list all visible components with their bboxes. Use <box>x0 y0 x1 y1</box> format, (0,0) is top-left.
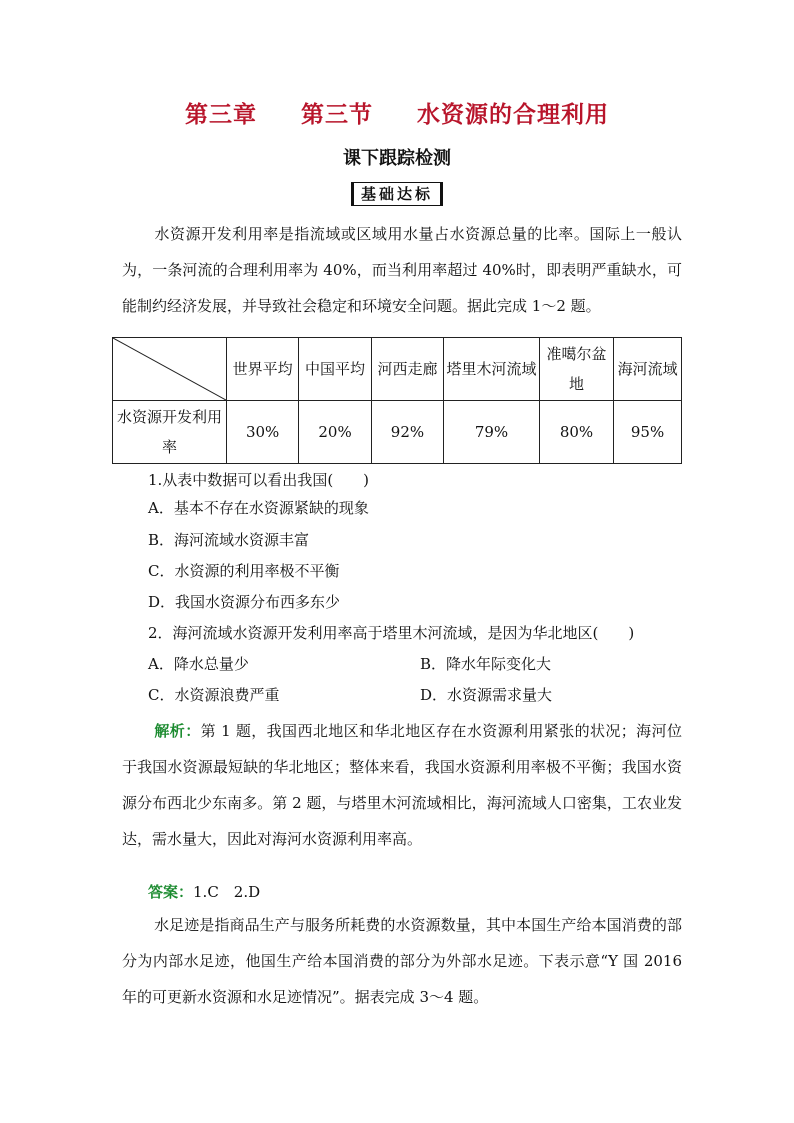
question-2-option-c: C．水资源浪费严重 <box>148 686 280 704</box>
table-header-cell: 塔里木河流域 <box>444 338 540 401</box>
table-header-cell: 准噶尔盆地 <box>539 338 613 401</box>
question-1-option-a: A．基本不存在水资源紧缺的现象 <box>148 499 369 517</box>
intro-1-text: 水资源开发利用率是指流域或区域用水量占水资源总量的比率。国际上一般认为，一条河流的合理利用率为 40%，而当利用率超过 40%时，即表明严重缺水，可能制约经济发展，并导致社会稳定和环境安全问题。据此完成 1～2 题。 <box>122 225 682 315</box>
question-1-option-b: B．海河流域水资源丰富 <box>148 531 310 549</box>
table-cell: 95% <box>614 401 682 464</box>
chapter-label: 第三章 <box>184 101 257 128</box>
section-label: 第三节 <box>301 101 373 128</box>
analysis-paragraph <box>122 713 682 857</box>
intro-paragraph-1 <box>122 216 682 324</box>
diagonal-line <box>113 338 226 400</box>
table-header-cell: 海河流域 <box>614 338 682 401</box>
answer-label: 答案： <box>148 883 194 901</box>
topic-label: 水资源的合理利用 <box>417 101 610 128</box>
analysis-label: 解析： <box>154 722 201 740</box>
question-1-stem: 1.从表中数据可以看出我国( ) <box>148 471 370 489</box>
intro-2-text: 水足迹是指商品生产与服务所耗费的水资源数量，其中本国生产给本国消费的部分为内部水足迹，他国生产给本国消费的部分为外部水足迹。下表示意“Y 国 2016 年的可更新水资源和水足迹情况”。据表完成 3～4 题。 <box>122 916 682 1006</box>
table-header-row <box>113 338 682 401</box>
intro-paragraph-2 <box>122 907 682 1015</box>
water-utilization-table <box>112 337 682 464</box>
section-badge: 基础达标 <box>351 182 443 206</box>
question-2-option-a: A．降水总量少 <box>148 655 249 673</box>
table-corner-cell <box>113 338 227 401</box>
answer-line <box>148 882 260 902</box>
table-data-row <box>113 401 682 464</box>
table-cell: 30% <box>226 401 298 464</box>
table-header-cell: 河西走廊 <box>371 338 443 401</box>
question-2-stem: 2．海河流域水资源开发利用率高于塔里木河流域，是因为华北地区( ) <box>148 624 635 642</box>
answer-text: 1.C 2.D <box>193 883 261 901</box>
section-badge-wrapper <box>0 182 794 206</box>
table-cell: 80% <box>539 401 613 464</box>
page-title <box>0 96 794 129</box>
question-2-option-d: D．水资源需求量大 <box>420 686 553 704</box>
table-cell: 92% <box>371 401 443 464</box>
table-row-label: 水资源开发利用率 <box>113 401 227 464</box>
question-2-option-b: B．降水年际变化大 <box>420 655 552 673</box>
question-1-option-d: D．我国水资源分布西多东少 <box>148 593 341 611</box>
table-header-cell: 中国平均 <box>299 338 371 401</box>
analysis-text: 第 1 题，我国西北地区和华北地区存在水资源利用紧张的状况；海河位于我国水资源最短缺的华北地区；整体来看，我国水资源利用率极不平衡；我国水资源分布西北少东南多。第 2 题，与塔里木河流域相比，海河流域人口密集，工农业发达，需水量大，因此对海河水资源利用率高。 <box>122 722 682 848</box>
table-cell: 79% <box>444 401 540 464</box>
page-subtitle: 课下跟踪检测 <box>343 148 451 169</box>
question-1-option-c: C．水资源的利用率极不平衡 <box>148 562 340 580</box>
table-cell: 20% <box>299 401 371 464</box>
table-header-cell: 世界平均 <box>226 338 298 401</box>
